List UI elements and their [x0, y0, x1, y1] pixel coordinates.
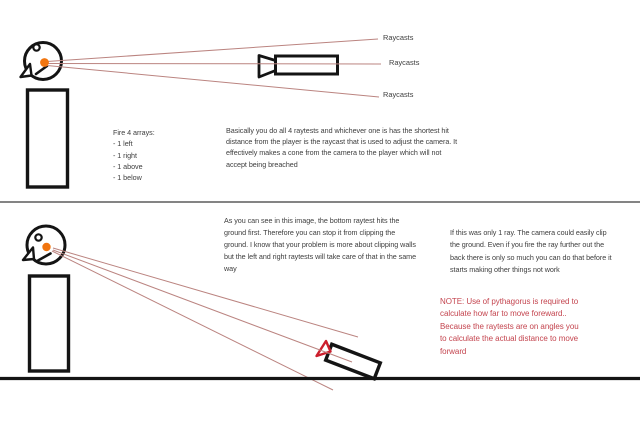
raycast-label-1: Raycasts — [383, 33, 414, 42]
camera-lens-top — [259, 56, 276, 78]
raycast-label-2: Raycasts — [389, 58, 420, 67]
fire-arrays-list — [113, 127, 155, 183]
raycast-label-3: Raycasts — [383, 90, 414, 99]
wall-top — [28, 90, 68, 187]
bottom-right-explanation-paragraph: If this was only 1 ray. The camera could easily clip the ground. Even if you fire the ray further out the back there is only so much you can do that before it starts making other things not work — [450, 228, 612, 275]
camera-top — [259, 56, 338, 78]
top-explanation-paragraph: Basically you do all 4 raytests and whichever one is has the shortest hit distance from the player is the raycast that is used to adjust the camera. It effectively makes a cone from the camera to the player which will not accept being breached — [226, 126, 458, 169]
player-eye-origin-dot-bottom — [42, 243, 50, 251]
wall-bottom — [30, 276, 69, 371]
fire-arrays-item-right: - 1 right — [113, 150, 137, 160]
player-eye-origin-dot-top — [40, 58, 49, 67]
fire-arrays-item-above: - 1 above — [113, 161, 143, 171]
camera-bottom — [326, 344, 381, 379]
player-eye-top — [33, 44, 39, 50]
raycast-line-top-middle — [48, 64, 381, 65]
fire-arrays-item-below: - 1 below — [113, 173, 142, 183]
camera-body-top — [276, 56, 338, 74]
pythagoras-note: NOTE: Use of pythagorus is required to calculate how far to move foreward.. Because the raytests are on angles you to calculate the actual distance to move forward — [440, 297, 579, 356]
bottom-left-explanation-paragraph: As you can see in this image, the bottom raytest hits the ground first. Therefore you can stop it from clipping the ground. I know that your problem is more about clipping walls but the left and right raytests will take care of that in the same way — [224, 216, 417, 273]
fire-arrays-item-left: - 1 left — [113, 139, 133, 149]
fire-arrays-title: Fire 4 arrays: — [113, 128, 155, 137]
camera-body-bottom — [326, 344, 381, 379]
player-eye-bottom — [35, 234, 41, 240]
